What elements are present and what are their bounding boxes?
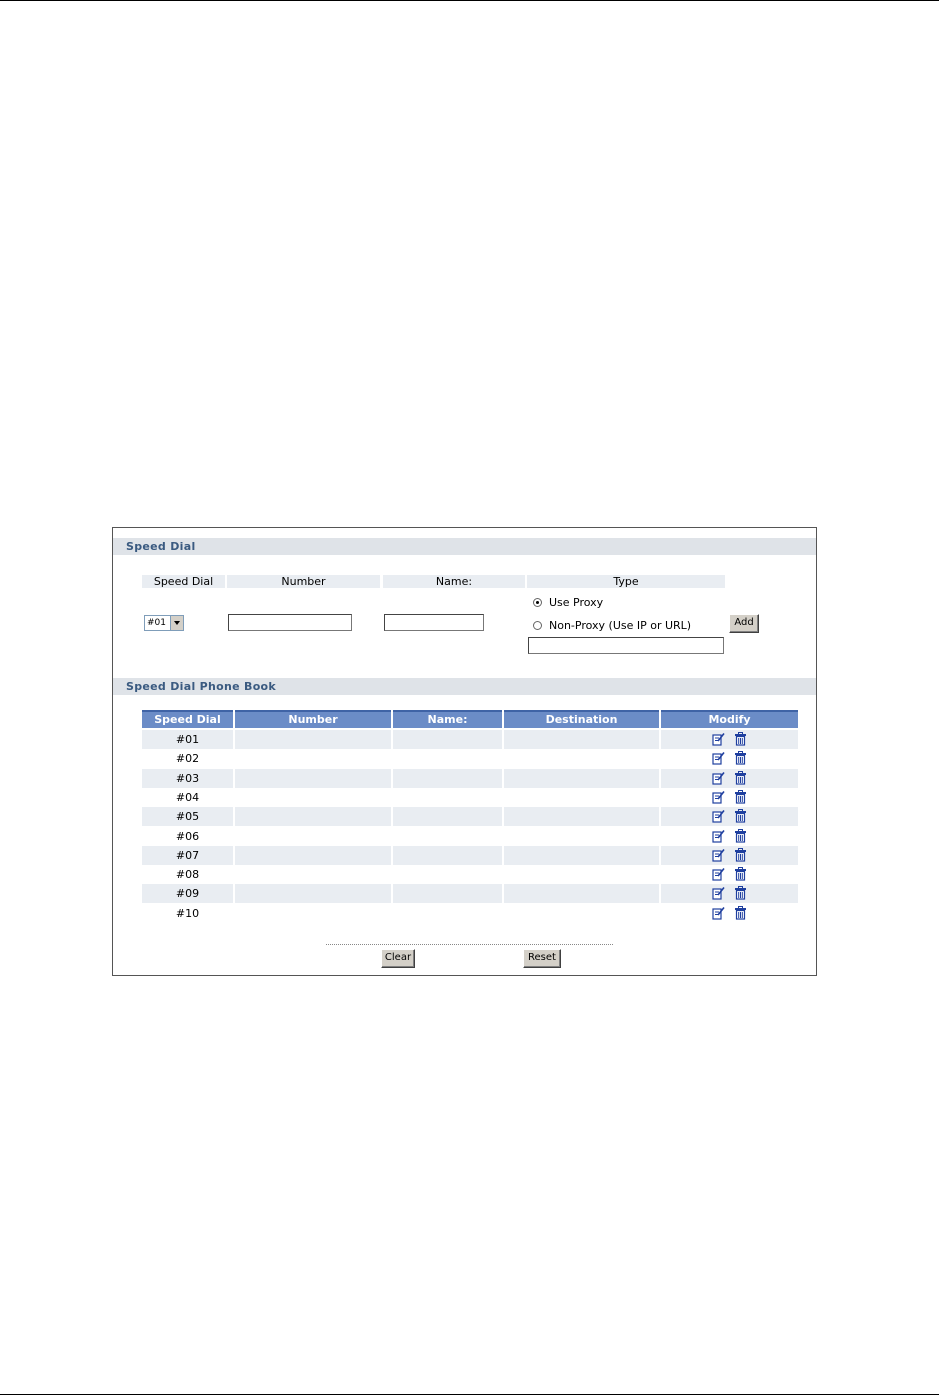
cell-name — [393, 827, 502, 846]
footer-divider — [326, 944, 613, 945]
reset-button[interactable]: Reset — [523, 949, 561, 968]
trash-icon[interactable] — [734, 771, 747, 785]
cell-destination — [504, 846, 659, 865]
cell-speed-dial: #05 — [142, 807, 233, 826]
speed-dial-section-title: Speed Dial — [113, 538, 816, 555]
cell-speed-dial: #09 — [142, 884, 233, 903]
col-header-name: Name: — [383, 575, 525, 588]
edit-icon[interactable] — [712, 790, 725, 804]
cell-name — [393, 865, 502, 884]
trash-icon[interactable] — [734, 790, 747, 804]
cell-number — [235, 769, 391, 788]
cell-modify — [661, 865, 798, 884]
cell-destination — [504, 807, 659, 826]
col-header-speed-dial: Speed Dial — [142, 575, 225, 588]
use-proxy-radio[interactable] — [533, 598, 542, 607]
cell-name — [393, 769, 502, 788]
cell-number — [235, 749, 391, 768]
cell-number — [235, 807, 391, 826]
cell-speed-dial: #08 — [175, 868, 200, 882]
cell-destination — [504, 865, 659, 884]
table-row — [142, 788, 798, 807]
table-header-name: Name: — [393, 710, 502, 728]
trash-icon[interactable] — [734, 906, 747, 920]
cell-modify — [661, 730, 798, 749]
cell-name — [393, 884, 502, 903]
table-row — [142, 769, 798, 788]
cell-modify — [661, 769, 798, 788]
edit-icon[interactable] — [712, 848, 725, 862]
cell-number — [235, 865, 391, 884]
cell-modify — [661, 904, 798, 923]
speed-dial-select-value: #01 — [147, 618, 166, 628]
cell-number — [235, 846, 391, 865]
table-row — [142, 730, 798, 749]
table-row — [142, 884, 798, 903]
cell-modify — [661, 827, 798, 846]
speed-dial-select[interactable] — [144, 615, 184, 631]
page-top-rule — [0, 0, 939, 1]
cell-destination — [504, 749, 659, 768]
trash-icon[interactable] — [734, 751, 747, 765]
cell-destination — [504, 884, 659, 903]
cell-name — [393, 846, 502, 865]
cell-speed-dial: #06 — [175, 829, 200, 843]
use-proxy-option[interactable] — [533, 597, 603, 609]
trash-icon[interactable] — [734, 809, 747, 823]
table-header-modify: Modify — [661, 710, 798, 728]
table-row — [142, 749, 798, 768]
add-button[interactable]: Add — [729, 614, 759, 633]
cell-destination — [504, 904, 659, 923]
cell-modify — [661, 749, 798, 768]
cell-speed-dial: #04 — [175, 790, 200, 804]
speed-dial-panel — [112, 527, 817, 976]
cell-destination — [504, 788, 659, 807]
chevron-down-icon[interactable] — [170, 616, 183, 630]
cell-destination — [504, 730, 659, 749]
use-proxy-label: Use Proxy — [549, 596, 604, 609]
table-header-speed-dial: Speed Dial — [142, 710, 233, 728]
cell-modify — [661, 807, 798, 826]
non-proxy-label: Non-Proxy (Use IP or URL) — [549, 619, 692, 632]
table-row — [142, 846, 798, 865]
cell-number — [235, 904, 391, 923]
col-header-type: Type — [527, 575, 725, 588]
table-row — [142, 807, 798, 826]
cell-number — [235, 730, 391, 749]
trash-icon[interactable] — [734, 867, 747, 881]
cell-speed-dial: #07 — [142, 846, 233, 865]
edit-icon[interactable] — [712, 771, 725, 785]
table-header-destination: Destination — [504, 710, 659, 728]
edit-icon[interactable] — [712, 829, 725, 843]
edit-icon[interactable] — [712, 906, 725, 920]
cell-modify — [661, 884, 798, 903]
cell-speed-dial: #01 — [142, 730, 233, 749]
non-proxy-option[interactable] — [533, 620, 691, 632]
table-header-number: Number — [235, 710, 391, 728]
phone-book-section-title: Speed Dial Phone Book — [113, 678, 816, 695]
destination-input[interactable] — [528, 637, 724, 654]
cell-modify — [661, 846, 798, 865]
trash-icon[interactable] — [734, 848, 747, 862]
cell-number — [235, 884, 391, 903]
edit-icon[interactable] — [712, 867, 725, 881]
cell-destination — [504, 827, 659, 846]
edit-icon[interactable] — [712, 809, 725, 823]
clear-button[interactable]: Clear — [381, 949, 415, 968]
trash-icon[interactable] — [734, 886, 747, 900]
cell-number — [235, 788, 391, 807]
edit-icon[interactable] — [712, 732, 725, 746]
cell-name — [393, 807, 502, 826]
cell-number — [235, 827, 391, 846]
page-bottom-rule — [0, 1394, 939, 1395]
name-input[interactable] — [384, 614, 484, 631]
edit-icon[interactable] — [712, 751, 725, 765]
cell-name — [393, 904, 502, 923]
edit-icon[interactable] — [712, 886, 725, 900]
cell-name — [393, 730, 502, 749]
table-row — [142, 865, 798, 884]
trash-icon[interactable] — [734, 732, 747, 746]
cell-speed-dial: #02 — [175, 752, 200, 766]
cell-modify — [661, 788, 798, 807]
table-row — [142, 827, 798, 846]
trash-icon[interactable] — [734, 829, 747, 843]
cell-speed-dial: #03 — [142, 769, 233, 788]
cell-destination — [504, 769, 659, 788]
number-input[interactable] — [228, 614, 352, 631]
non-proxy-radio[interactable] — [533, 621, 542, 630]
cell-speed-dial: #10 — [175, 906, 200, 920]
cell-name — [393, 788, 502, 807]
cell-name — [393, 749, 502, 768]
col-header-number: Number — [227, 575, 380, 588]
table-row — [142, 904, 798, 923]
